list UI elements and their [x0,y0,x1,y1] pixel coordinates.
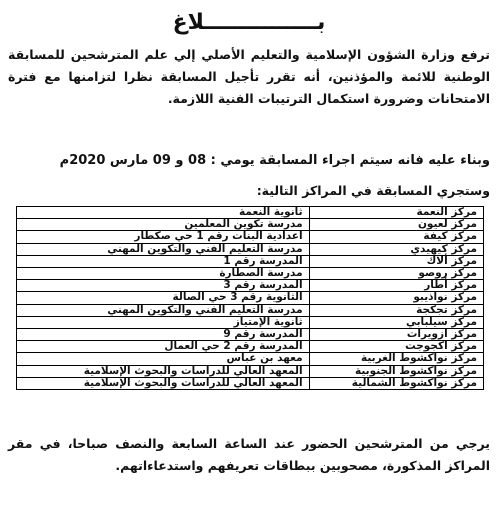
center-cell: مركز نواكشوط الغربية [309,353,483,365]
school-cell: ثانوية الإمتياز [17,316,310,328]
school-cell: مدرسة التعليم الفني والتكوين المهني [17,243,310,255]
closing-paragraph: يرجي من المترشحين الحضور عند الساعة السابعة والنصف صباحا، في مقر المراكز المذكورة، مصحوبين ببطاقات تعريفهم واستدعاءاتهم. [8,436,490,473]
table-row [17,353,484,365]
center-cell: مركز نواكشوط الجنوبية [309,365,483,377]
center-cell: مركز سيلبابي [309,316,483,328]
school-cell: المدرسة رقم 1 [17,255,310,267]
centers-table [16,206,484,390]
center-cell: مركز روصو [309,268,483,280]
school-cell: المدرسة رقم 2 حي العمال [17,341,310,353]
table-row [17,329,484,341]
table-row [17,304,484,316]
center-cell: مركز أطار [309,280,483,292]
intro-paragraph: ترفع وزارة الشؤون الإسلامية والتعليم الأصلي إلي علم المترشحين للمسابقة الوطنية للائمة والمؤذنين، أنه تقرر تأجيل المسابقة نظرا لتزامنها مع فترة الامتحانات وضرورة استكمال الترتيبات الفنية اللازمة. [8,47,490,106]
center-cell: مركز كيهيدي [309,243,483,255]
school-cell: الثانوية رقم 3 حي الصالة [17,292,310,304]
table-header-center: مركز النعمة [309,207,483,219]
table-row [17,231,484,243]
center-cell: مركز نواذيبو [309,292,483,304]
school-cell: مدرسة التعليم الفني والتكوين المهني [17,304,310,316]
dates-paragraph: وبناء عليه فانه سيتم اجراء المسابقة يومي : 08 و 09 مارس 2020م [59,153,490,168]
table-header-school: ثانوية النعمة [17,207,310,219]
table-row [17,243,484,255]
school-cell: المدرسة رقم 3 [17,280,310,292]
school-cell: المدرسة رقم 9 [17,329,310,341]
table-row [17,365,484,377]
center-cell: مركز اكجوجت [309,341,483,353]
school-cell: مدرسة الصطارة [17,268,310,280]
center-cell: مركز ألاك [309,255,483,267]
school-cell: مدرسة تكوين المعلمين [17,219,310,231]
school-cell: اعدادية البنات رقم 1 حي صكطار [17,231,310,243]
table-row [17,255,484,267]
center-cell: مركز ازويرات [309,329,483,341]
table-row [17,280,484,292]
table-row [17,341,484,353]
school-cell: المعهد العالي للدراسات والبحوث الإسلامية [17,365,310,377]
center-cell: مركز نواكشوط الشمالية [309,377,483,389]
table-row [17,316,484,328]
school-cell: معهد بن عباس [17,353,310,365]
center-cell: مركز لعيون [309,219,483,231]
center-cell: مركز كيفة [309,231,483,243]
school-cell: المعهد العالي للدراسات والبحوث الإسلامية [17,377,310,389]
centers-intro-paragraph: وستجري المسابقة في المراكز التالية: [256,183,490,198]
notice-title: بـــــــــــــــلاغ [172,10,326,35]
table-row [17,377,484,389]
table-row [17,292,484,304]
table-row [17,219,484,231]
table-row [17,268,484,280]
table-header-row [17,207,484,219]
center-cell: مركز تجكجة [309,304,483,316]
